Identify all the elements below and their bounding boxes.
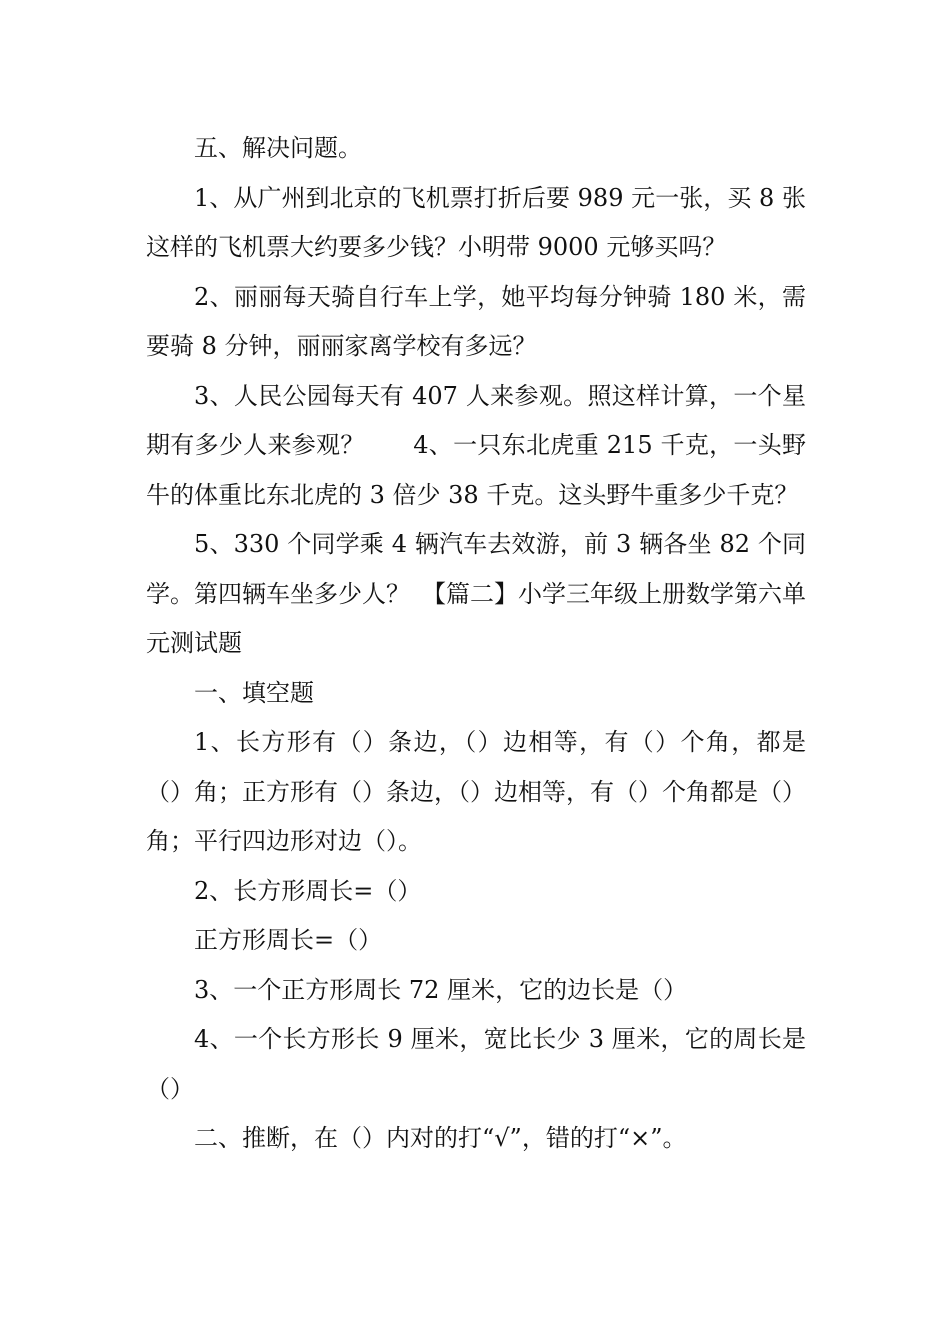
fill-blank-2-square-paragraph: 正方形周长=（） bbox=[194, 926, 383, 954]
problem-3-4-paragraph: 3、人民公园每天有 407 人来参观。照这样计算，一个星期有多少人来参观？ 4、一只东北虎重 215 千克，一头野牛的体重比东北虎的 3 倍少 38 千克。这头野牛重多少千克？ bbox=[146, 381, 806, 509]
fill-blank-1-paragraph: 1、长方形有（）条边，（）边相等，有（）个角，都是（）角；正方形有（）条边，（）边相等，有（）个角都是（）角；平行四边形对边（）。 bbox=[146, 728, 806, 855]
document-page bbox=[146, 124, 806, 1164]
fill-blank-3-paragraph: 3、一个正方形周长 72 厘米，它的边长是（） bbox=[194, 975, 688, 1004]
problem-1-paragraph: 1、从广州到北京的飞机票打折后要 989 元一张，买 8 张这样的飞机票大约要多少钱？小明带 9000 元够买吗？ bbox=[146, 183, 806, 261]
section-heading-solve-problems: 五、解决问题。 bbox=[194, 134, 362, 162]
problem-5-paragraph: 5、330 个同学乘 4 辆汽车去效游，前 3 辆各坐 82 个同学。第四辆车坐多少人？ 【篇二】小学三年级上册数学第六单元测试题 bbox=[146, 530, 806, 657]
section-heading-fill-blanks: 一、填空题 bbox=[194, 678, 314, 707]
problem-2-paragraph: 2、丽丽每天骑自行车上学，她平均每分钟骑 180 米，需要骑 8 分钟，丽丽家离学校有多远？ bbox=[146, 282, 806, 360]
fill-blank-4-paragraph: 4、一个长方形长 9 厘米，宽比长少 3 厘米，它的周长是（） bbox=[146, 1025, 806, 1103]
fill-blank-2-rectangle-paragraph: 2、长方形周长=（） bbox=[194, 876, 422, 905]
section-heading-judgement: 二、推断，在（）内对的打“√”，错的打“×”。 bbox=[194, 1124, 687, 1152]
